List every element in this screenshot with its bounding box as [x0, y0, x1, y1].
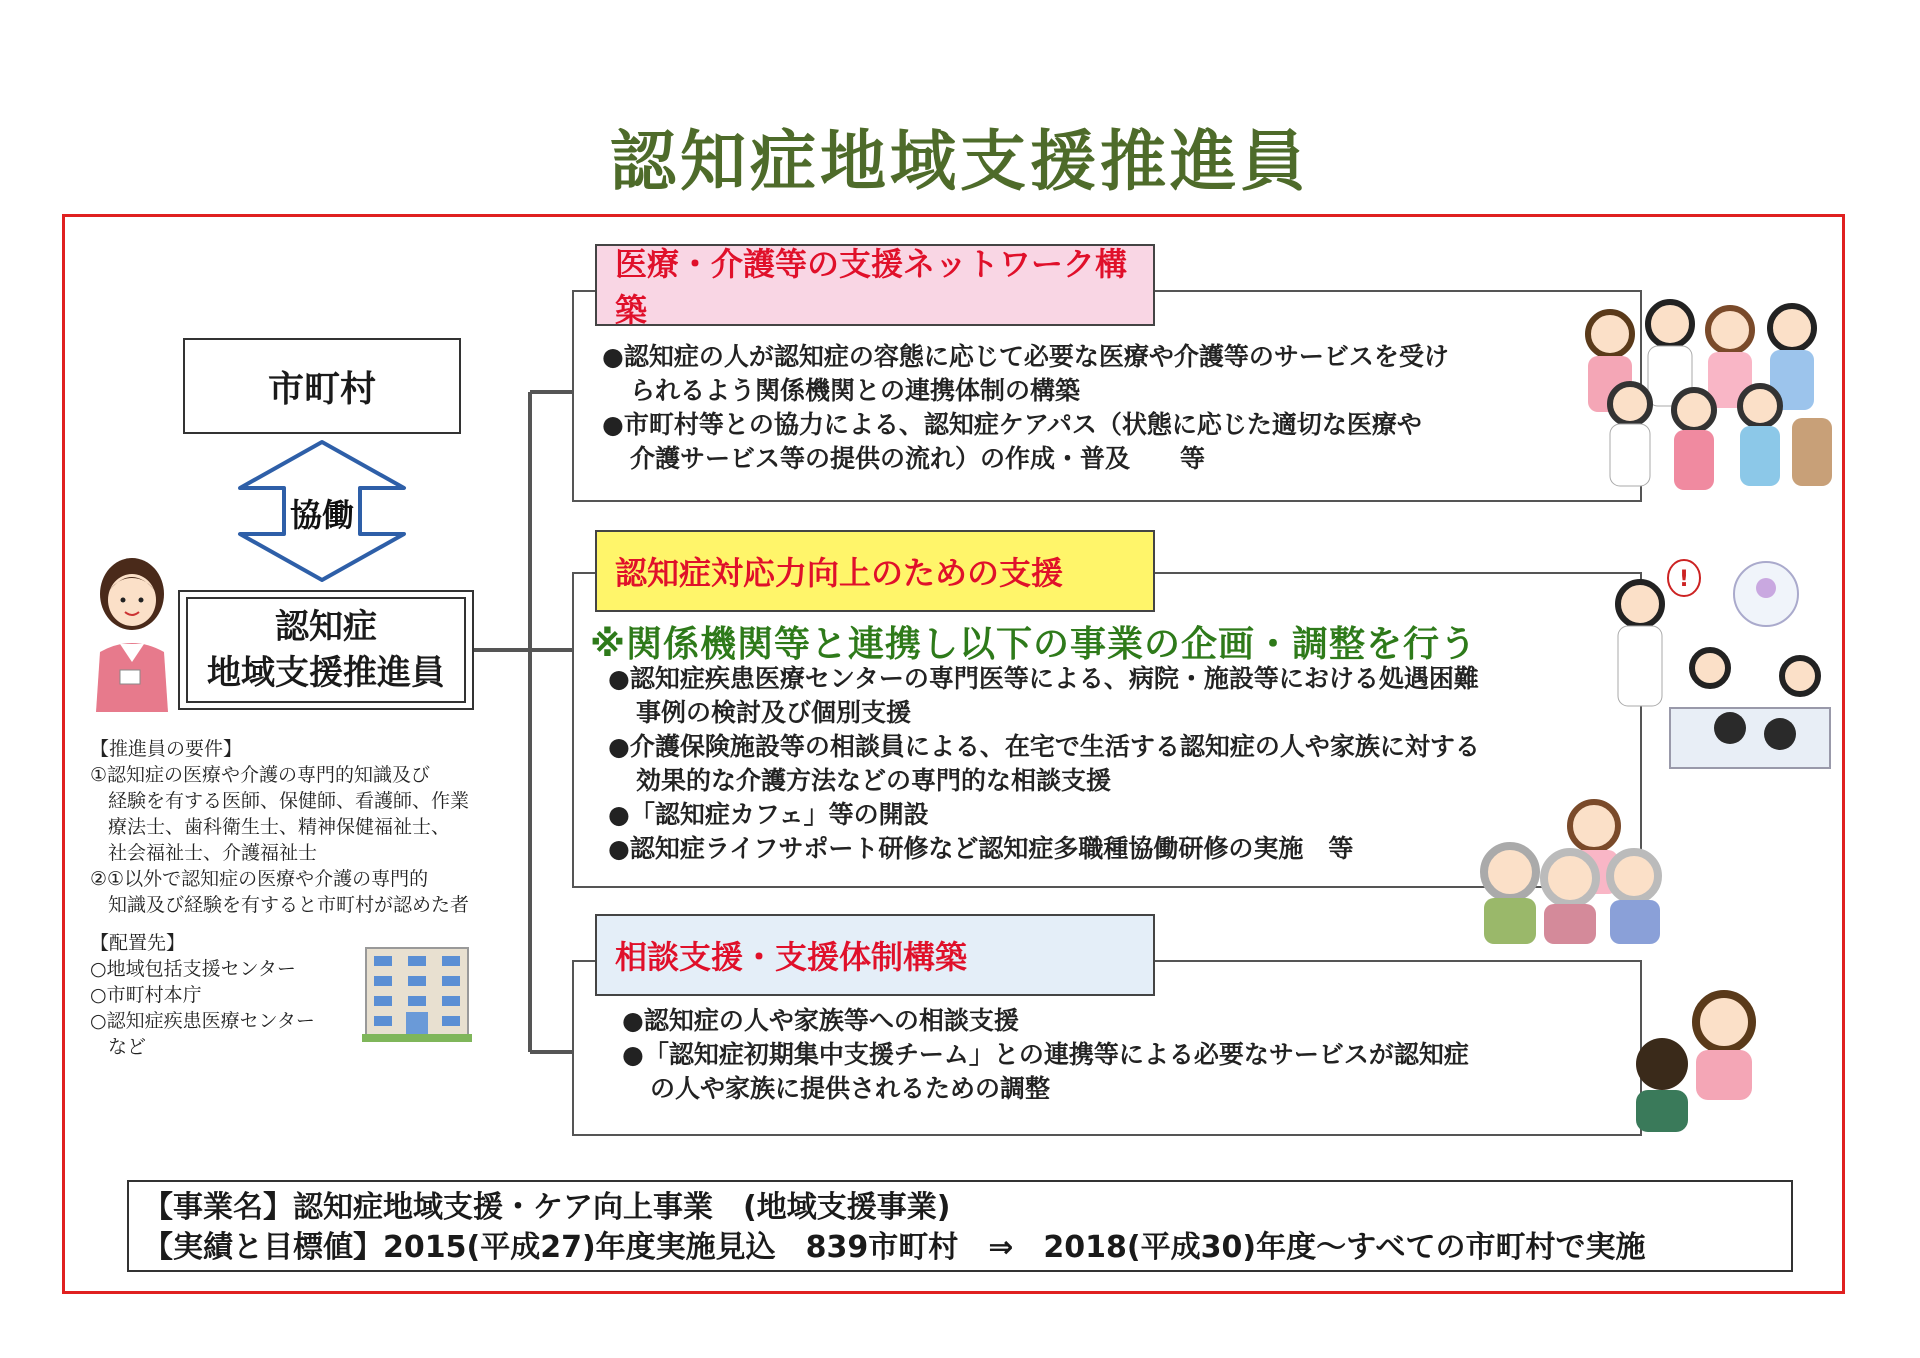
- city-box: 市町村: [183, 338, 461, 434]
- requirement-1-line3: 療法士、歯科衛生士、精神保健福祉士、: [108, 816, 451, 838]
- building-icon: [362, 946, 472, 1042]
- promoter-person-icon: [90, 552, 174, 712]
- section-capacity-tab: 認知症対応力向上のための支援: [595, 530, 1155, 612]
- doctor-meeting-icon: [1600, 558, 1830, 788]
- placement-item-2: ○市町村本庁: [90, 984, 202, 1006]
- capacity-bullet-3: ●「認知症カフェ」等の開設: [608, 800, 929, 829]
- consultation-bullet-2-line1: ●「認知症初期集中支援チーム」との連携等による必要なサービスが認知症: [622, 1040, 1469, 1069]
- network-bullet-1-line2: られるよう関係機関との連携体制の構築: [630, 376, 1081, 405]
- placement-block: [90, 930, 315, 1060]
- capacity-bullet-4: ●認知症ライフサポート研修など認知症多職種協働研修の実施 等: [608, 834, 1354, 863]
- placement-item-4: など: [108, 1036, 147, 1058]
- elderly-cafe-icon: [1470, 796, 1680, 944]
- consultation-bullet-1: ●認知症の人や家族等への相談支援: [622, 1006, 1019, 1035]
- network-bullet-1-line1: ●認知症の人が認知症の容態に応じて必要な医療や介護等のサービスを受け: [602, 342, 1449, 371]
- promoter-label-line2: 地域支援推進員: [207, 653, 445, 693]
- footer-results-target: 【実績と目標値】2015(平成27)年度実施見込 839市町村 ⇒ 2018(平成30)年度～すべての市町村で実施: [143, 1230, 1646, 1265]
- capacity-bullet-1-line2: 事例の検討及び個別支援: [636, 698, 912, 727]
- section-network-bullets: [602, 340, 1582, 476]
- capacity-bullet-1-line1: ●認知症疾患医療センターの専門医等による、病院・施設等における処遇困難: [608, 664, 1479, 693]
- page-title: 認知症地域支援推進員: [610, 123, 1310, 200]
- requirement-1-line1: ①認知症の医療や介護の専門的知識及び: [90, 764, 431, 786]
- promoter-box: [186, 597, 466, 703]
- section-capacity-note: ※関係機関等と連携し以下の事業の企画・調整を行う: [590, 624, 1477, 665]
- section-capacity-bullets: [608, 662, 1608, 866]
- consultation-icon: [1626, 986, 1776, 1132]
- network-bullet-2-line2: 介護サービス等の提供の流れ）の作成・普及 等: [630, 444, 1206, 473]
- requirement-1-line2: 経験を有する医師、保健師、看護師、作業: [108, 790, 470, 812]
- requirements-heading: 【推進員の要件】: [90, 738, 243, 760]
- footer-project-name: 【事業名】認知症地域支援・ケア向上事業 (地域支援事業): [143, 1190, 951, 1225]
- promoter-label-line1: 認知症: [275, 607, 377, 647]
- consultation-bullet-2-line2: の人や家族に提供されるための調整: [650, 1074, 1051, 1103]
- requirements-block: [90, 736, 469, 918]
- capacity-bullet-2-line2: 効果的な介護方法などの専門的な相談支援: [636, 766, 1112, 795]
- requirement-2-line1: ②①以外で認知症の医療や介護の専門的: [90, 868, 429, 890]
- section-consultation-bullets: [622, 1004, 1602, 1106]
- cooperation-label: 協働: [289, 496, 354, 534]
- medical-staff-icon: [1570, 294, 1840, 494]
- placement-item-3: ○認知症疾患医療センター: [90, 1010, 315, 1032]
- section-consultation-tab: 相談支援・支援体制構築: [595, 914, 1155, 996]
- footer-box: [127, 1180, 1793, 1272]
- requirement-2-line2: 知識及び経験を有すると市町村が認めた者: [108, 894, 470, 916]
- placement-heading: 【配置先】: [90, 932, 186, 954]
- capacity-bullet-2-line1: ●介護保険施設等の相談員による、在宅で生活する認知症の人や家族に対する: [608, 732, 1480, 761]
- network-bullet-2-line1: ●市町村等との協力による、認知症ケアパス（状態に応じた適切な医療や: [602, 410, 1422, 439]
- requirement-1-line4: 社会福祉士、介護福祉士: [108, 842, 318, 864]
- placement-item-1: ○地域包括支援センター: [90, 958, 296, 980]
- svg-text:!: !: [1678, 567, 1690, 592]
- section-network-tab: 医療・介護等の支援ネットワーク構築: [595, 244, 1155, 326]
